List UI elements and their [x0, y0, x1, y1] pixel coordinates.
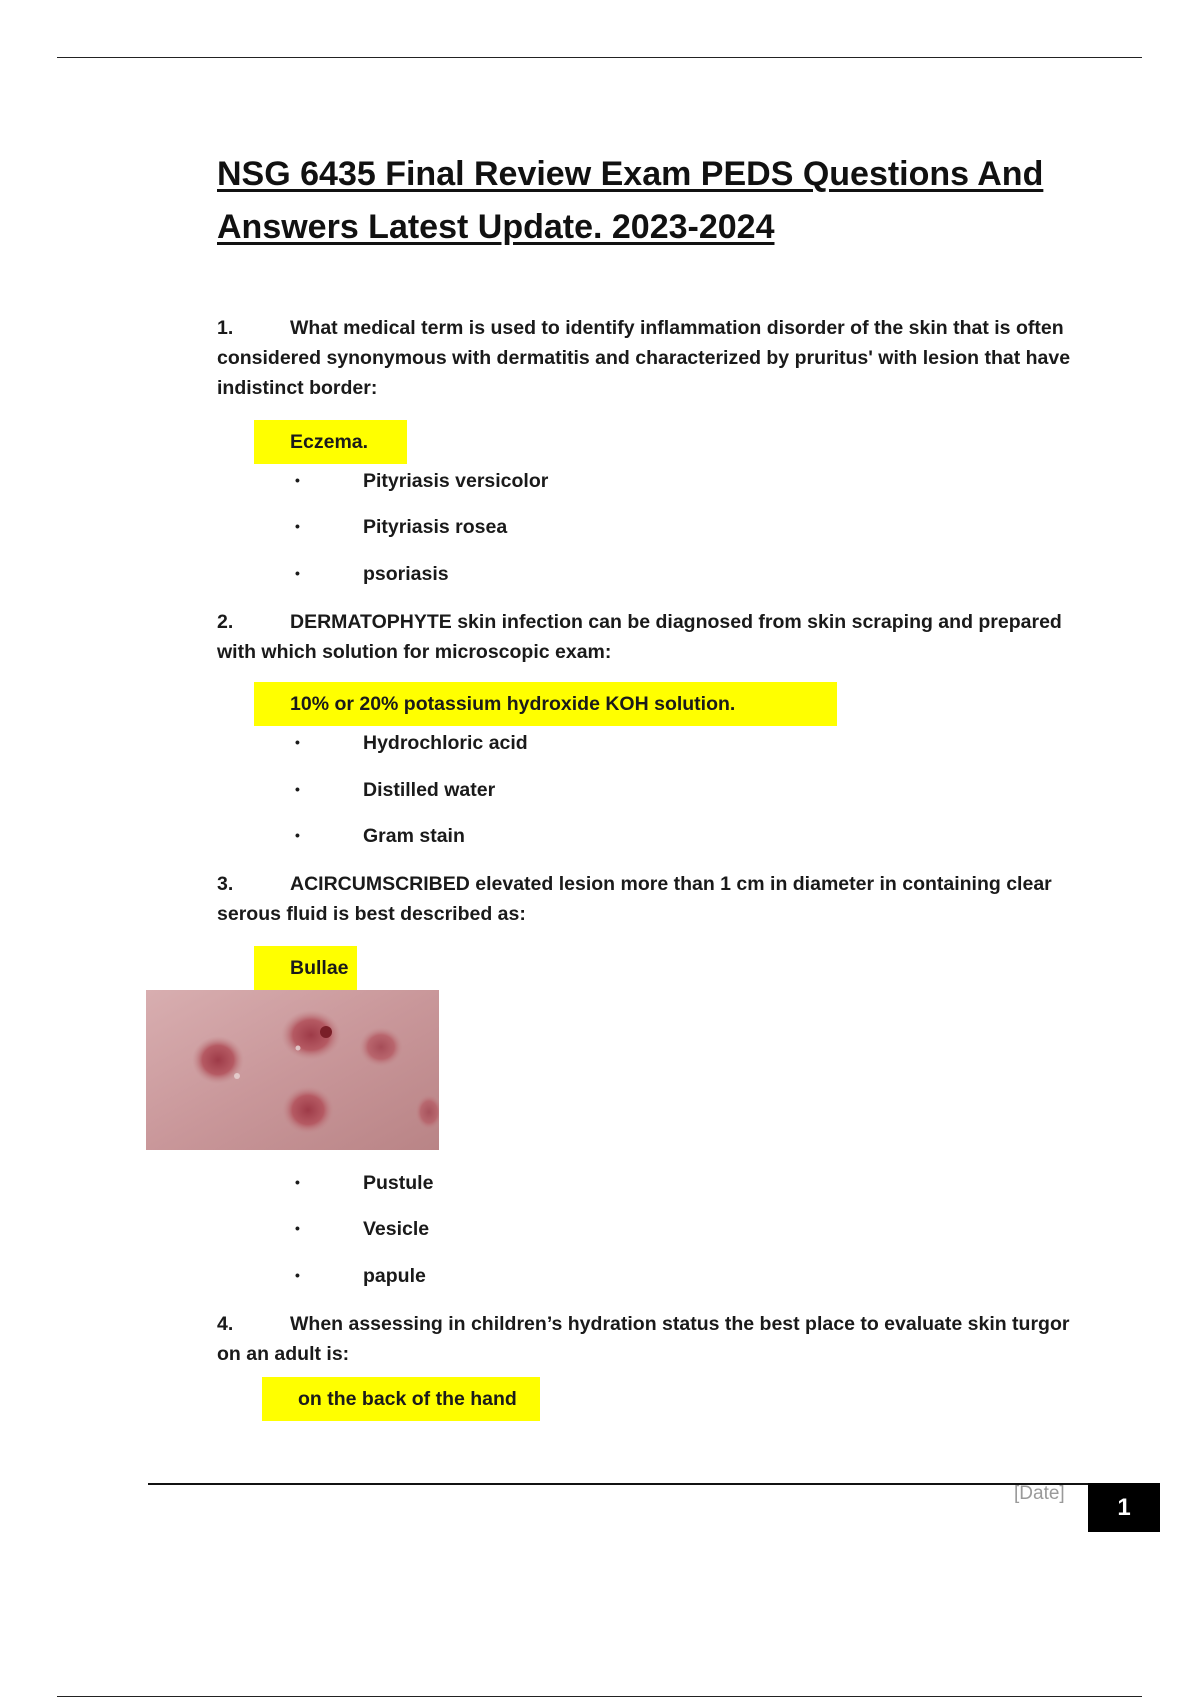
bullae-skin-photo [146, 990, 439, 1150]
bullet-icon: • [295, 518, 300, 534]
question-1 [217, 313, 1097, 403]
question-4 [217, 1309, 1097, 1369]
question-number: 4. [217, 1313, 234, 1335]
question-number: 3. [217, 873, 234, 895]
page-number: 1 [1088, 1483, 1160, 1532]
bullet-icon: • [295, 472, 300, 488]
header-rule [57, 57, 1142, 58]
option-label: Distilled water [363, 779, 496, 801]
bullet-icon: • [295, 827, 300, 843]
option-label: psoriasis [363, 563, 449, 585]
option-label: Gram stain [363, 825, 465, 847]
option-item [295, 1263, 426, 1288]
option-item [295, 777, 495, 802]
answer-highlight: Eczema. [254, 420, 407, 464]
bullet-icon: • [295, 734, 300, 750]
bullet-icon: • [295, 1174, 300, 1190]
answer-highlight: 10% or 20% potassium hydroxide KOH solution. [254, 682, 837, 726]
option-label: papule [363, 1265, 426, 1287]
option-item [295, 730, 528, 755]
bullet-icon: • [295, 781, 300, 797]
document-title: NSG 6435 Final Review Exam PEDS Questions And Answers Latest Update. 2023-2024 [217, 155, 1044, 246]
option-label: Hydrochloric acid [363, 732, 528, 754]
question-3 [217, 869, 1097, 929]
option-label: Vesicle [363, 1218, 430, 1240]
option-item [295, 514, 507, 539]
question-text: When assessing in children’s hydration status the best place to evaluate skin turgor on an adult is: [217, 1313, 1070, 1365]
bullet-icon: • [295, 565, 300, 581]
answer-highlight: Bullae [254, 946, 357, 990]
option-label: Pityriasis rosea [363, 516, 508, 538]
option-label: Pustule [363, 1172, 434, 1194]
answer-highlight: on the back of the hand [262, 1377, 540, 1421]
option-item [295, 1216, 429, 1241]
option-label: Pityriasis versicolor [363, 470, 549, 492]
option-item [295, 468, 548, 493]
bullet-icon: • [295, 1267, 300, 1283]
question-number: 2. [217, 611, 234, 633]
footer-rule [148, 1483, 1088, 1485]
question-text: DERMATOPHYTE skin infection can be diagnosed from skin scraping and prepared with which solution for microscopic exam: [217, 611, 1062, 663]
option-item [295, 823, 465, 848]
option-item [295, 1170, 433, 1195]
option-item [295, 561, 449, 586]
question-text: ACIRCUMSCRIBED elevated lesion more than 1 cm in diameter in containing clear serous fluid is best described as: [217, 873, 1052, 925]
next-page-header-rule [57, 1696, 1142, 1697]
question-text: What medical term is used to identify inflammation disorder of the skin that is often considered synonymous with dermatitis and characterized by pruritus' with lesion that have indistinct border: [217, 317, 1071, 399]
question-number: 1. [217, 317, 234, 339]
question-2 [217, 607, 1097, 667]
footer-date-placeholder: [Date] [1014, 1483, 1065, 1504]
bullet-icon: • [295, 1220, 300, 1236]
